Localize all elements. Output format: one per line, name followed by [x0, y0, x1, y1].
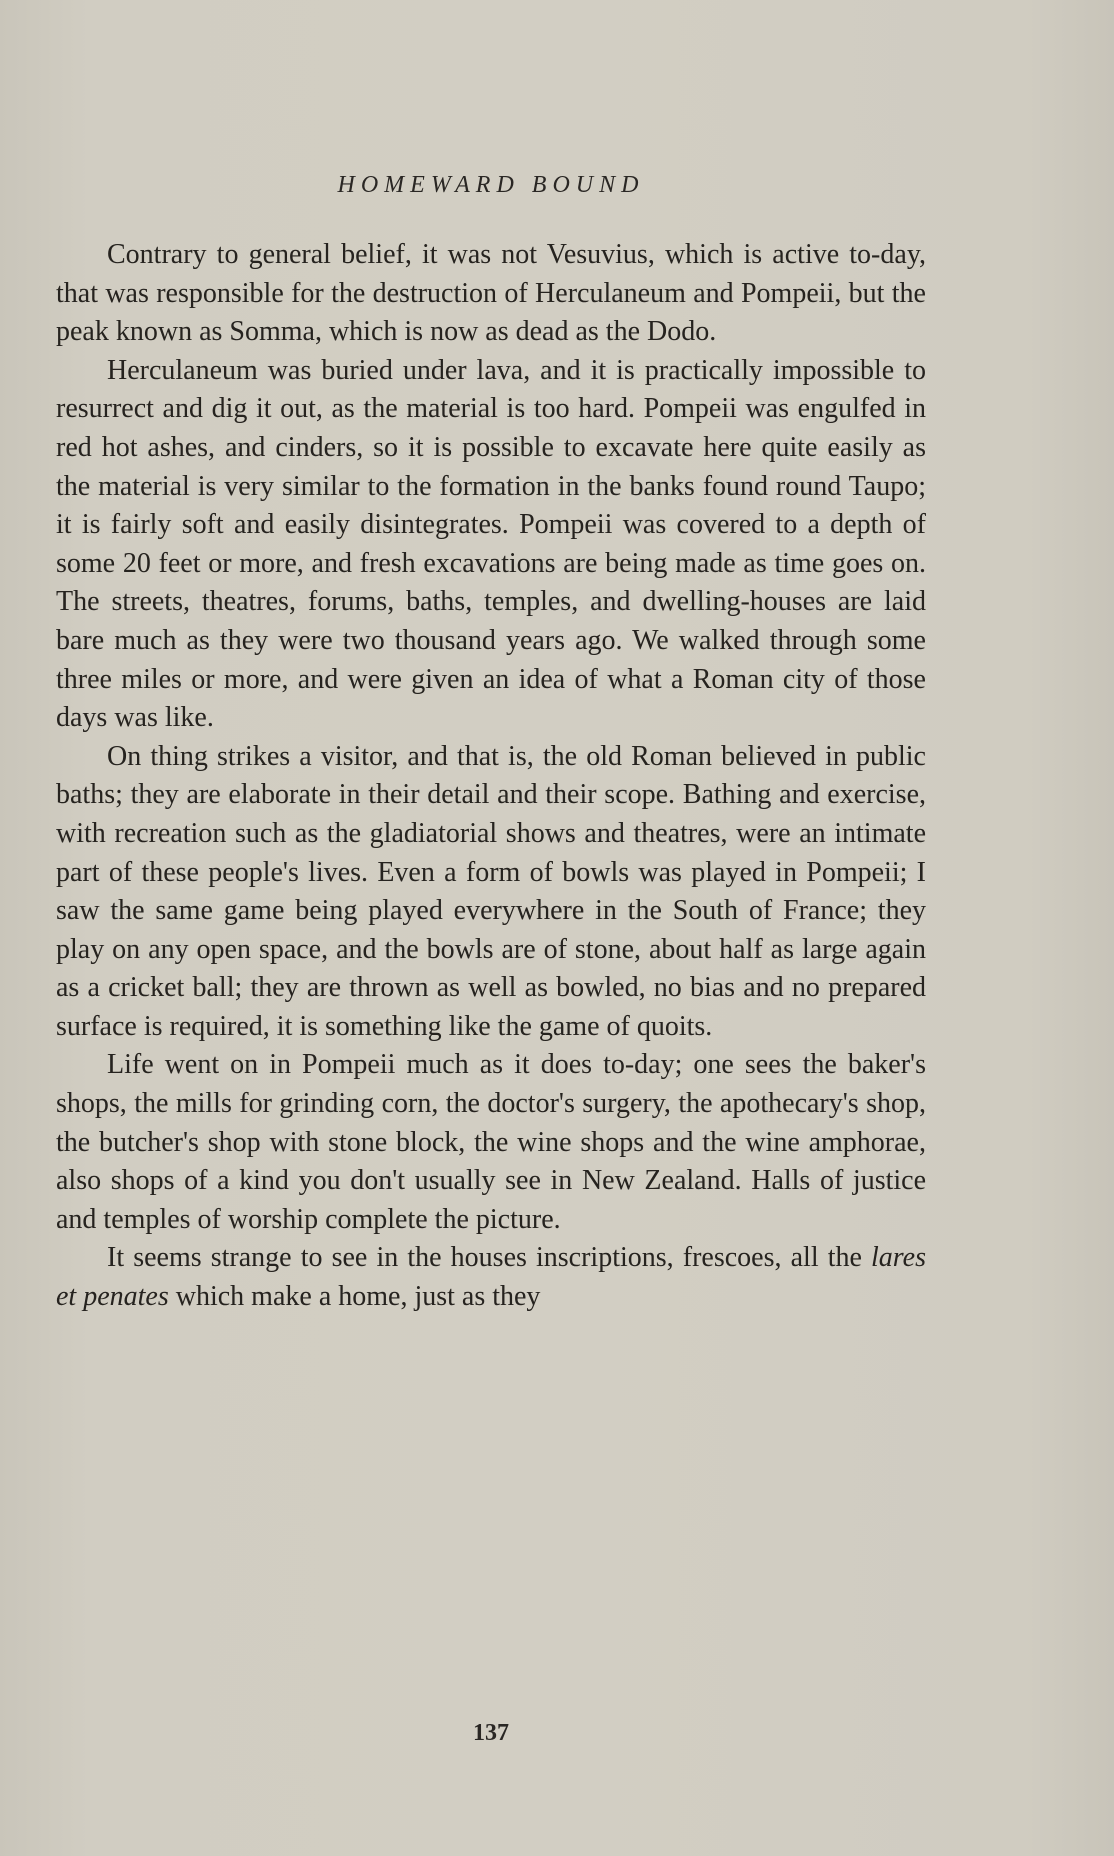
- paragraph-5-end: which make a home, just as they: [168, 1281, 541, 1313]
- paragraph-5-start: It seems strange to see in the houses inscriptions, frescoes, all the: [107, 1242, 872, 1274]
- paragraph-5: [56, 1239, 926, 1316]
- paragraph-2: Herculaneum was buried under lava, and it is practically impossible to resurrect and dig it out, as the material is too hard. Pompeii was engulfed in red hot ashes, and cinders, so it is possible to excavate here quite easily as the material is very similar to the formation in the banks found round Taupo; it is fairly soft and easily disintegrates. Pompeii was covered to a depth of some 20 feet or more, and fresh excavations are being made as time goes on. The streets, theatres, forums, baths, temples, and dwelling-houses are laid bare much as they were two thousand years ago. We walked through some three miles or more, and were given an idea of what a Roman city of those days was like.: [56, 354, 926, 734]
- paragraph-4: Life went on in Pompeii much as it does to-day; one sees the baker's shops, the mills for grinding corn, the doctor's surgery, the apothecary's shop, the butcher's shop with stone block, the wine shops and the wine amphorae, also shops of a kind you don't usually see in New Zealand. Halls of justice and temples of worship complete the picture.: [56, 1049, 926, 1235]
- paragraph-1: Contrary to general belief, it was not Vesuvius, which is active to-day, that was responsible for the destruction of Herculaneum and Pompeii, but the peak known as Somma, which is now as dead as the Dodo.: [56, 239, 926, 348]
- running-head: HOMEWARD BOUND: [337, 172, 645, 198]
- latin-phrase: lares et penates: [56, 1242, 926, 1313]
- body-text: [56, 236, 926, 1317]
- page-number: 137: [473, 1720, 509, 1746]
- paragraph-3: On thing strikes a visitor, and that is, the old Roman believed in public baths; they are elaborate in their detail and their scope. Bathing and exercise, with recreation such as the gladiatorial shows and theatres, were an intimate part of these people's lives. Even a form of bowls was played in Pompeii; I saw the same game being played everywhere in the South of France; they play on any open space, and the bowls are of stone, about half as large again as a cricket ball; they are thrown as well as bowled, no bias and no prepared surface is required, it is something like the game of quoits.: [56, 740, 926, 1042]
